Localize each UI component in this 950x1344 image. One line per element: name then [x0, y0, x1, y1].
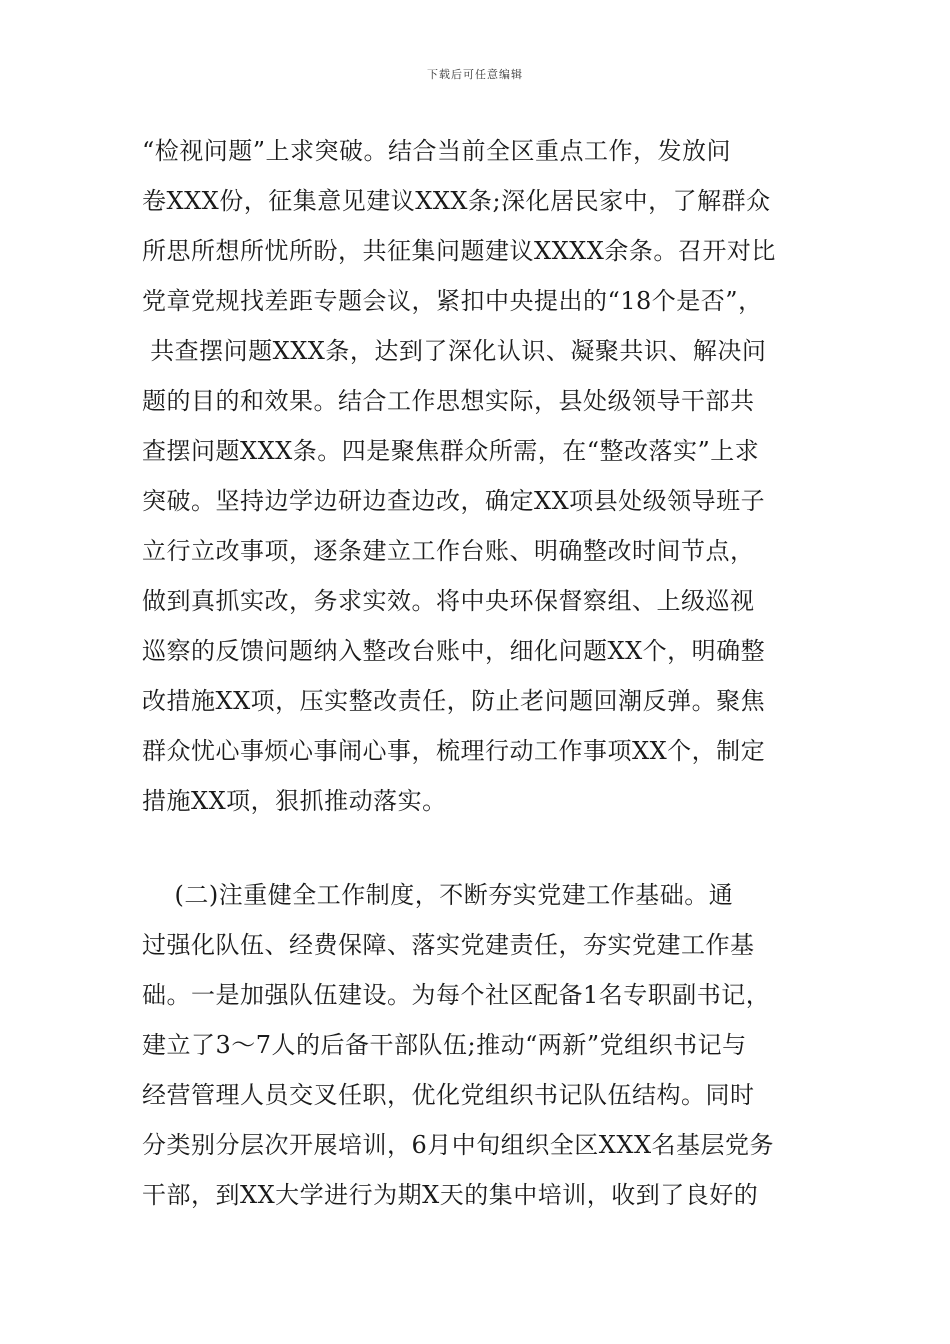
paragraph-2 — [142, 870, 822, 1220]
text-line: 群众忧心事烦心事闹心事，梳理行动工作事项XX个，制定 — [142, 737, 766, 765]
text-line: 建立了3～7人的后备干部队伍;推动“两新”党组织书记与 — [142, 1031, 747, 1059]
header-note: 下载后可任意编辑 — [427, 68, 523, 81]
text-line: 改措施XX项，压实整改责任，防止老问题回潮反弹。聚焦 — [142, 687, 766, 715]
text-line: 巡察的反馈问题纳入整改台账中，细化问题XX个，明确整 — [142, 637, 766, 665]
text-line: 所思所想所忧所盼，共征集问题建议XXXX余条。召开对比 — [142, 237, 776, 265]
text-line: 查摆问题XXX条。四是聚焦群众所需，在“整改落实”上求 — [142, 437, 760, 465]
text-line: 立行立改事项，逐条建立工作台账、明确整改时间节点， — [142, 537, 755, 565]
text-line: (二)注重健全工作制度，不断夯实党建工作基础。通 — [142, 881, 734, 909]
text-line: 干部，到XX大学进行为期X天的集中培训，收到了良好的 — [142, 1181, 759, 1209]
text-line: 做到真抓实改，务求实效。将中央环保督察组、上级巡视 — [142, 587, 755, 615]
text-line: 经营管理人员交叉任职，优化党组织书记队伍结构。同时 — [142, 1081, 755, 1109]
text-line: 过强化队伍、经费保障、落实党建责任，夯实党建工作基 — [142, 931, 755, 959]
text-line: 分类别分层次开展培训，6月中旬组织全区XXX名基层党务 — [142, 1131, 775, 1159]
text-line: 题的目的和效果。结合工作思想实际，县处级领导干部共 — [142, 387, 755, 415]
text-line: “检视问题”上求突破。结合当前全区重点工作，发放问 — [142, 137, 732, 165]
text-line: 党章党规找差距专题会议，紧扣中央提出的“18个是否”， — [142, 287, 763, 315]
text-line: 突破。坚持边学边研边查边改，确定XX项县处级领导班子 — [142, 487, 766, 515]
text-line: 础。一是加强队伍建设。为每个社区配备1名专职副书记， — [142, 981, 771, 1009]
paragraph-1 — [142, 126, 822, 826]
text-line: 卷XXX份，征集意见建议XXX条;深化居民家中，了解群众 — [142, 187, 771, 215]
text-line: 措施XX项，狠抓推动落实。 — [142, 787, 447, 815]
text-line: 共查摆问题XXX条，达到了深化认识、凝聚共识、解决问 — [142, 337, 767, 365]
